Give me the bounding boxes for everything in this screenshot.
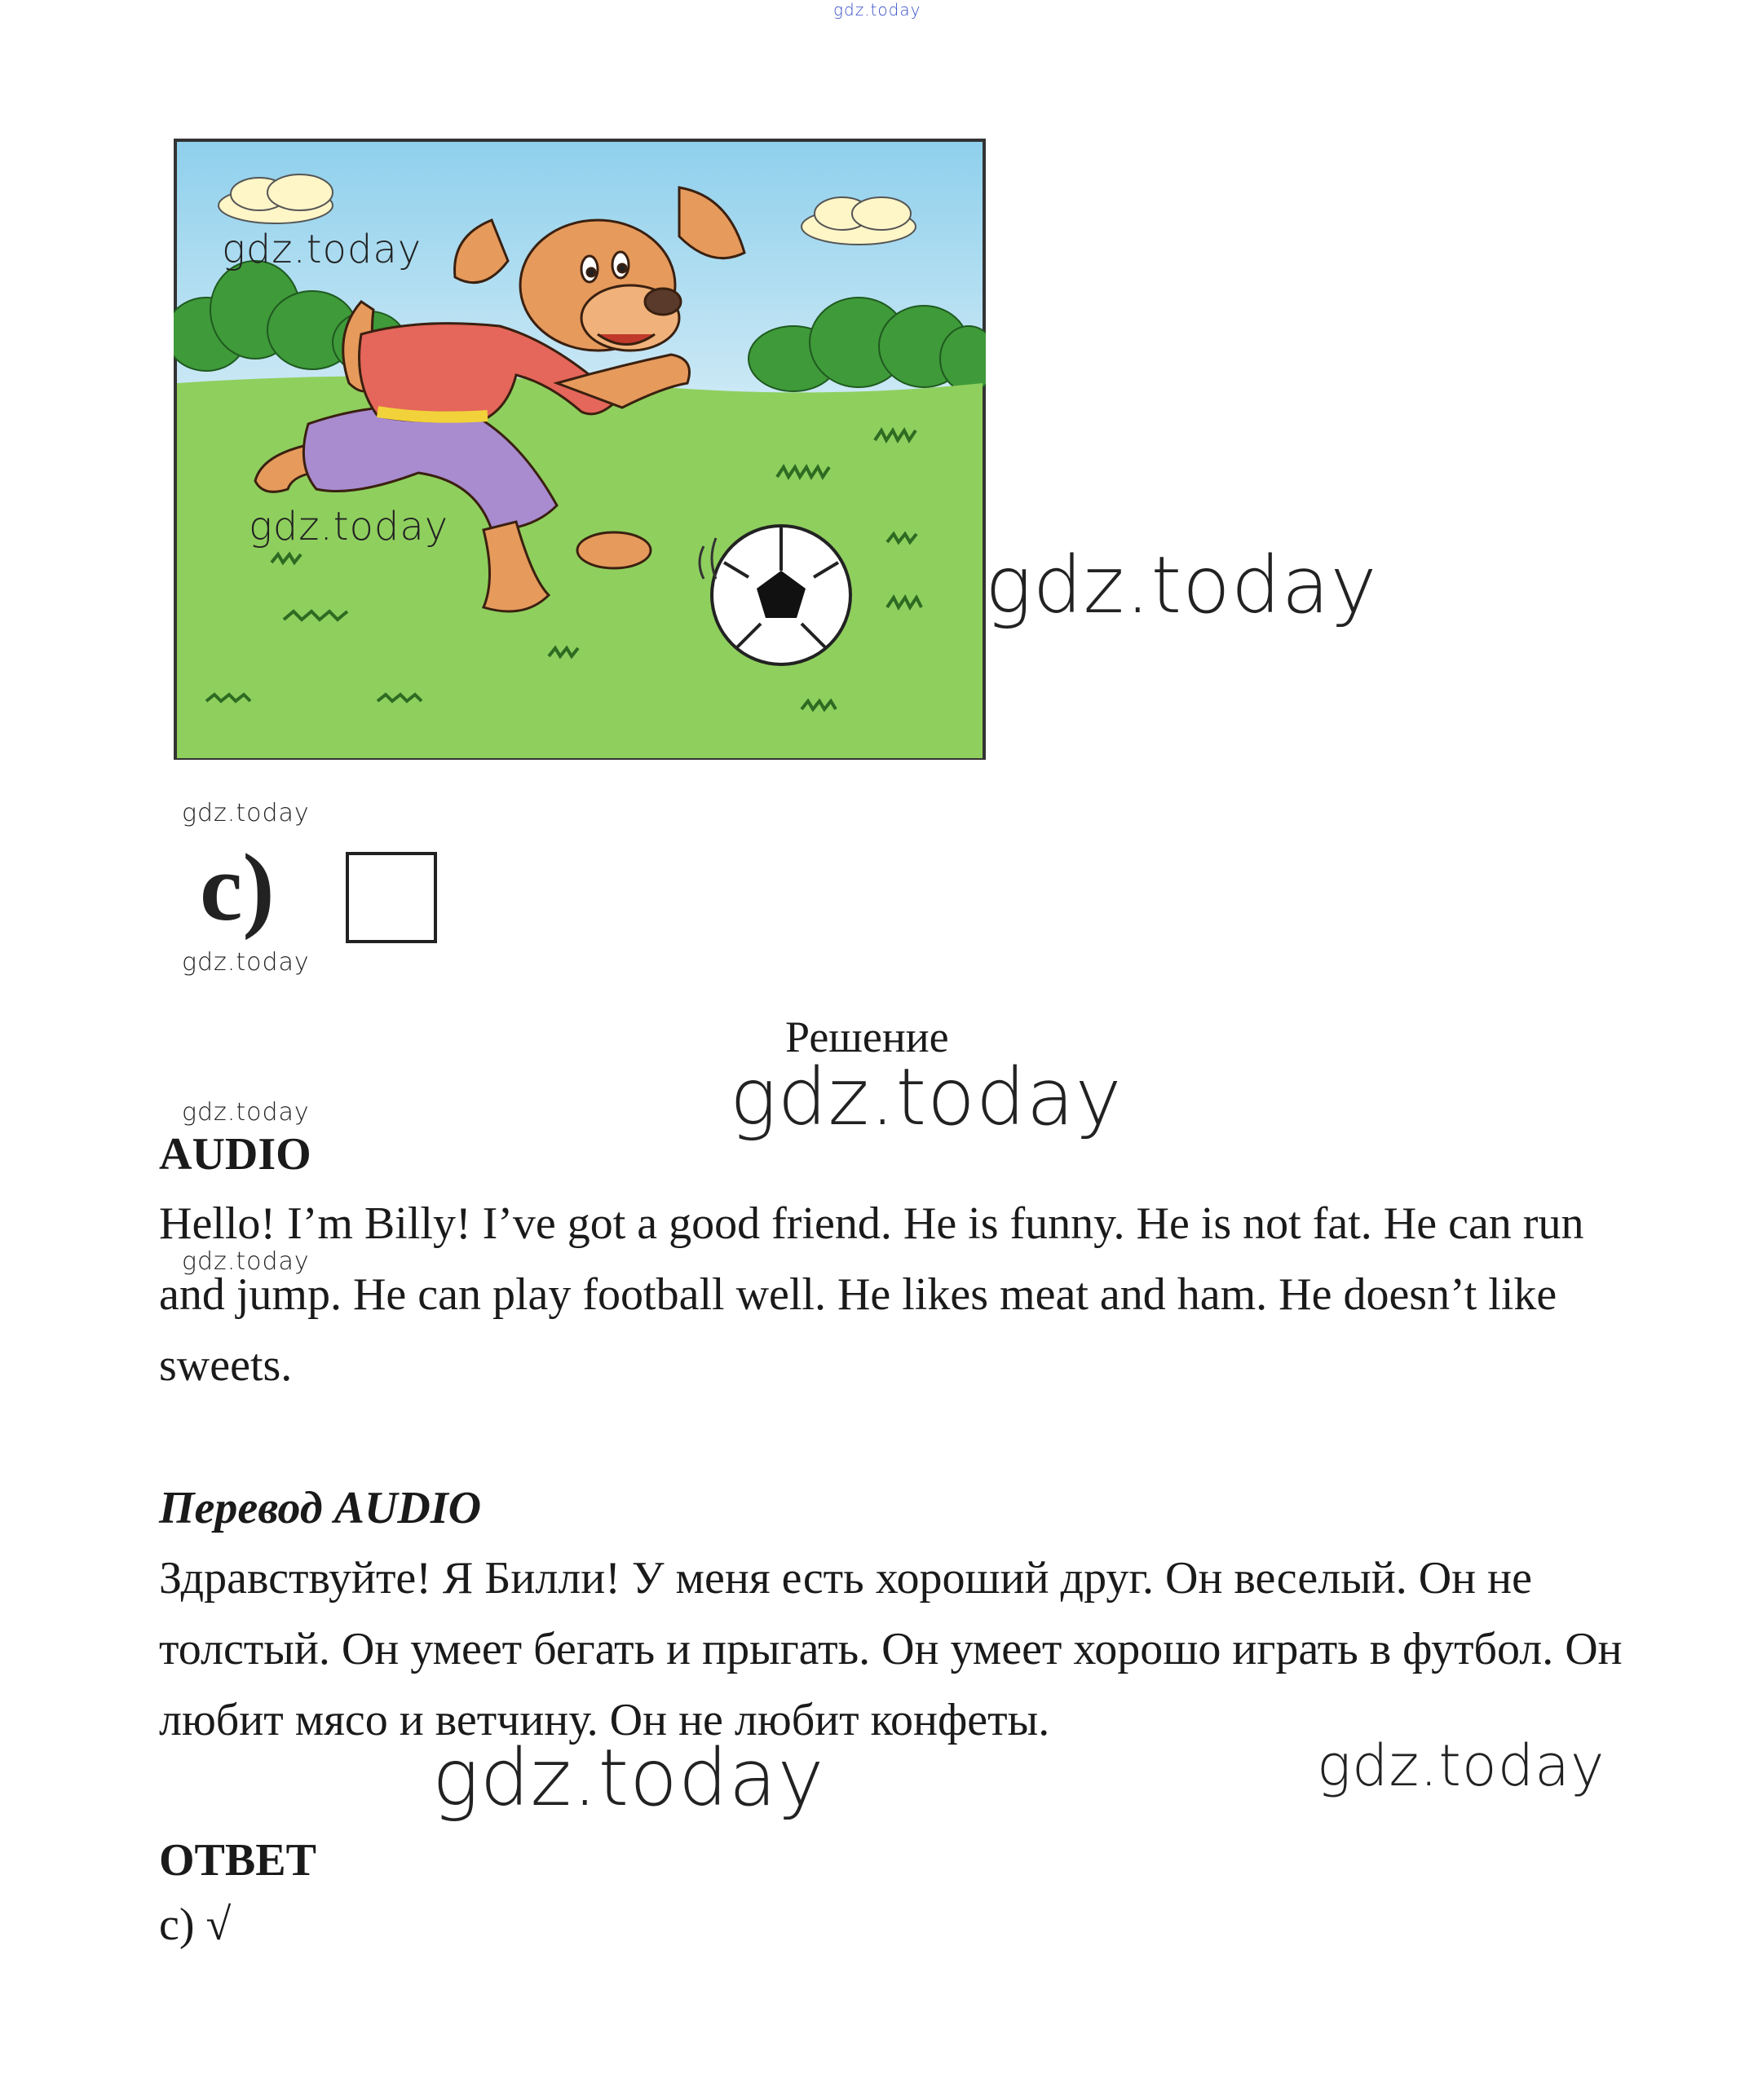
answer-text: c) √ bbox=[159, 1899, 232, 1950]
answer-checkbox[interactable] bbox=[346, 852, 437, 943]
watermark: gdz.today bbox=[1317, 1732, 1605, 1799]
cloud-right bbox=[802, 197, 916, 245]
watermark: gdz.today bbox=[182, 1098, 310, 1127]
watermark: gdz.today bbox=[222, 227, 422, 272]
watermark: gdz.today bbox=[182, 799, 310, 827]
watermark: gdz.today bbox=[249, 504, 449, 549]
answer-heading: ОТВЕТ bbox=[159, 1835, 316, 1886]
translation-text: Здравствуйте! Я Билли! У меня есть хороший друг. Он веселый. Он не толстый. Он умеет бегать и прыгать. Он умеет хорошо играть в футбол. Он любит мясо и ветчину. Он не любит конфеты. bbox=[159, 1553, 1623, 1745]
watermark: gdz.today bbox=[985, 540, 1378, 631]
meadow bbox=[177, 376, 983, 758]
watermark: gdz.today bbox=[182, 1247, 310, 1276]
watermark: gdz.today bbox=[182, 948, 310, 977]
option-label: c) bbox=[200, 834, 275, 941]
watermark: gdz.today bbox=[833, 0, 921, 20]
solution-title: Решение bbox=[785, 1012, 949, 1061]
audio-heading: AUDIO bbox=[159, 1129, 311, 1180]
translation-heading: Перевод AUDIO bbox=[159, 1483, 482, 1533]
watermark: gdz.today bbox=[730, 1052, 1123, 1143]
audio-text: Hello! I’m Billy! I’ve got a good friend. He is funny. He is not fat. He can run and jump. He can play football well. He likes meat and ham. He doesn’t like sweets. bbox=[159, 1198, 1584, 1391]
watermark: gdz.today bbox=[432, 1732, 825, 1824]
